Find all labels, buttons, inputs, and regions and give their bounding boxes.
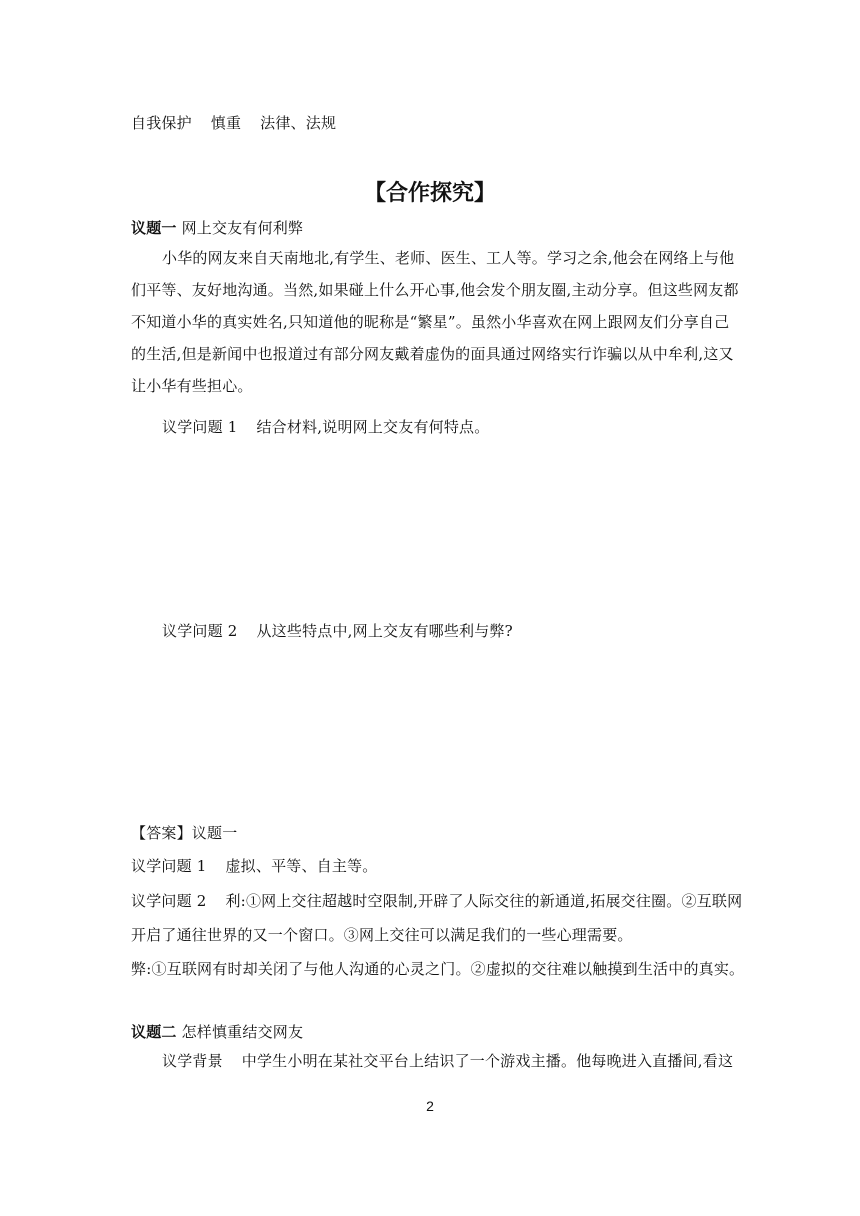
- topic2-label: 议题二: [131, 1023, 177, 1041]
- topic1-paragraph-line: 让小华有些担心。: [131, 377, 253, 395]
- topic2-title: 怎样慎重结交网友: [181, 1023, 304, 1041]
- background-text: 中学生小明在某社交平台上结识了一个游戏主播。他每晚进入直播间,看这: [241, 1052, 734, 1070]
- answer-label: 议学问题 2: [131, 892, 207, 910]
- answer-2: [131, 890, 742, 911]
- topic1-title: 网上交友有何利弊: [181, 219, 304, 237]
- background-label: 议学背景: [162, 1052, 223, 1070]
- topic1-paragraph-line: 们平等、友好地沟通。当然,如果碰上什么开心事,他会发个朋友圈,主动分享。但这些网友都: [131, 281, 739, 299]
- topic1-paragraph-line: 小华的网友来自天南地北,有学生、老师、医生、工人等。学习之余,他会在网络上与他: [162, 249, 735, 267]
- section-title: 【合作探究】: [363, 181, 496, 206]
- answer-2-continued: 开启了通往世界的又一个窗口。③网上交往可以满足我们的一些心理需要。: [131, 926, 633, 944]
- keyword: 法律、法规: [260, 114, 337, 132]
- topic2-heading: [131, 1021, 303, 1042]
- answer-label: 议学问题 1: [131, 857, 207, 875]
- topic1-heading: [131, 217, 303, 238]
- topic2-background: [162, 1050, 733, 1071]
- topic1-label: 议题一: [131, 219, 177, 237]
- question-text: 结合材料,说明网上交友有何特点。: [256, 418, 490, 436]
- answer-text: 利:①网上交往超越时空限制,开辟了人际交往的新通道,拓展交往圈。②互联网: [225, 892, 743, 910]
- question-2: [162, 620, 513, 641]
- keyword: 慎重: [210, 114, 242, 132]
- topic1-paragraph-line: 的生活,但是新闻中也报道过有部分网友戴着虚伪的面具通过网络实行诈骗以从中牟利,这又: [131, 345, 734, 363]
- answer-header: 【答案】议题一: [131, 824, 238, 842]
- topic1-paragraph-line: 不知道小华的真实姓名,只知道他的昵称是“繁星”。虽然小华喜欢在网上跟网友们分享自己: [131, 313, 730, 331]
- question-text: 从这些特点中,网上交友有哪些利与弊?: [256, 622, 513, 640]
- answer-2-disadvantages: 弊:①互联网有时却关闭了与他人沟通的心灵之门。②虚拟的交往难以触摸到生活中的真实。: [131, 960, 745, 978]
- keywords-line: [131, 112, 336, 133]
- page-number: 2: [426, 1098, 434, 1114]
- keyword: 自我保护: [131, 114, 192, 132]
- question-label: 议学问题 2: [162, 622, 238, 640]
- question-label: 议学问题 1: [162, 418, 238, 436]
- question-1: [162, 416, 489, 437]
- answer-1: [131, 855, 378, 876]
- answer-text: 虚拟、平等、自主等。: [225, 857, 378, 875]
